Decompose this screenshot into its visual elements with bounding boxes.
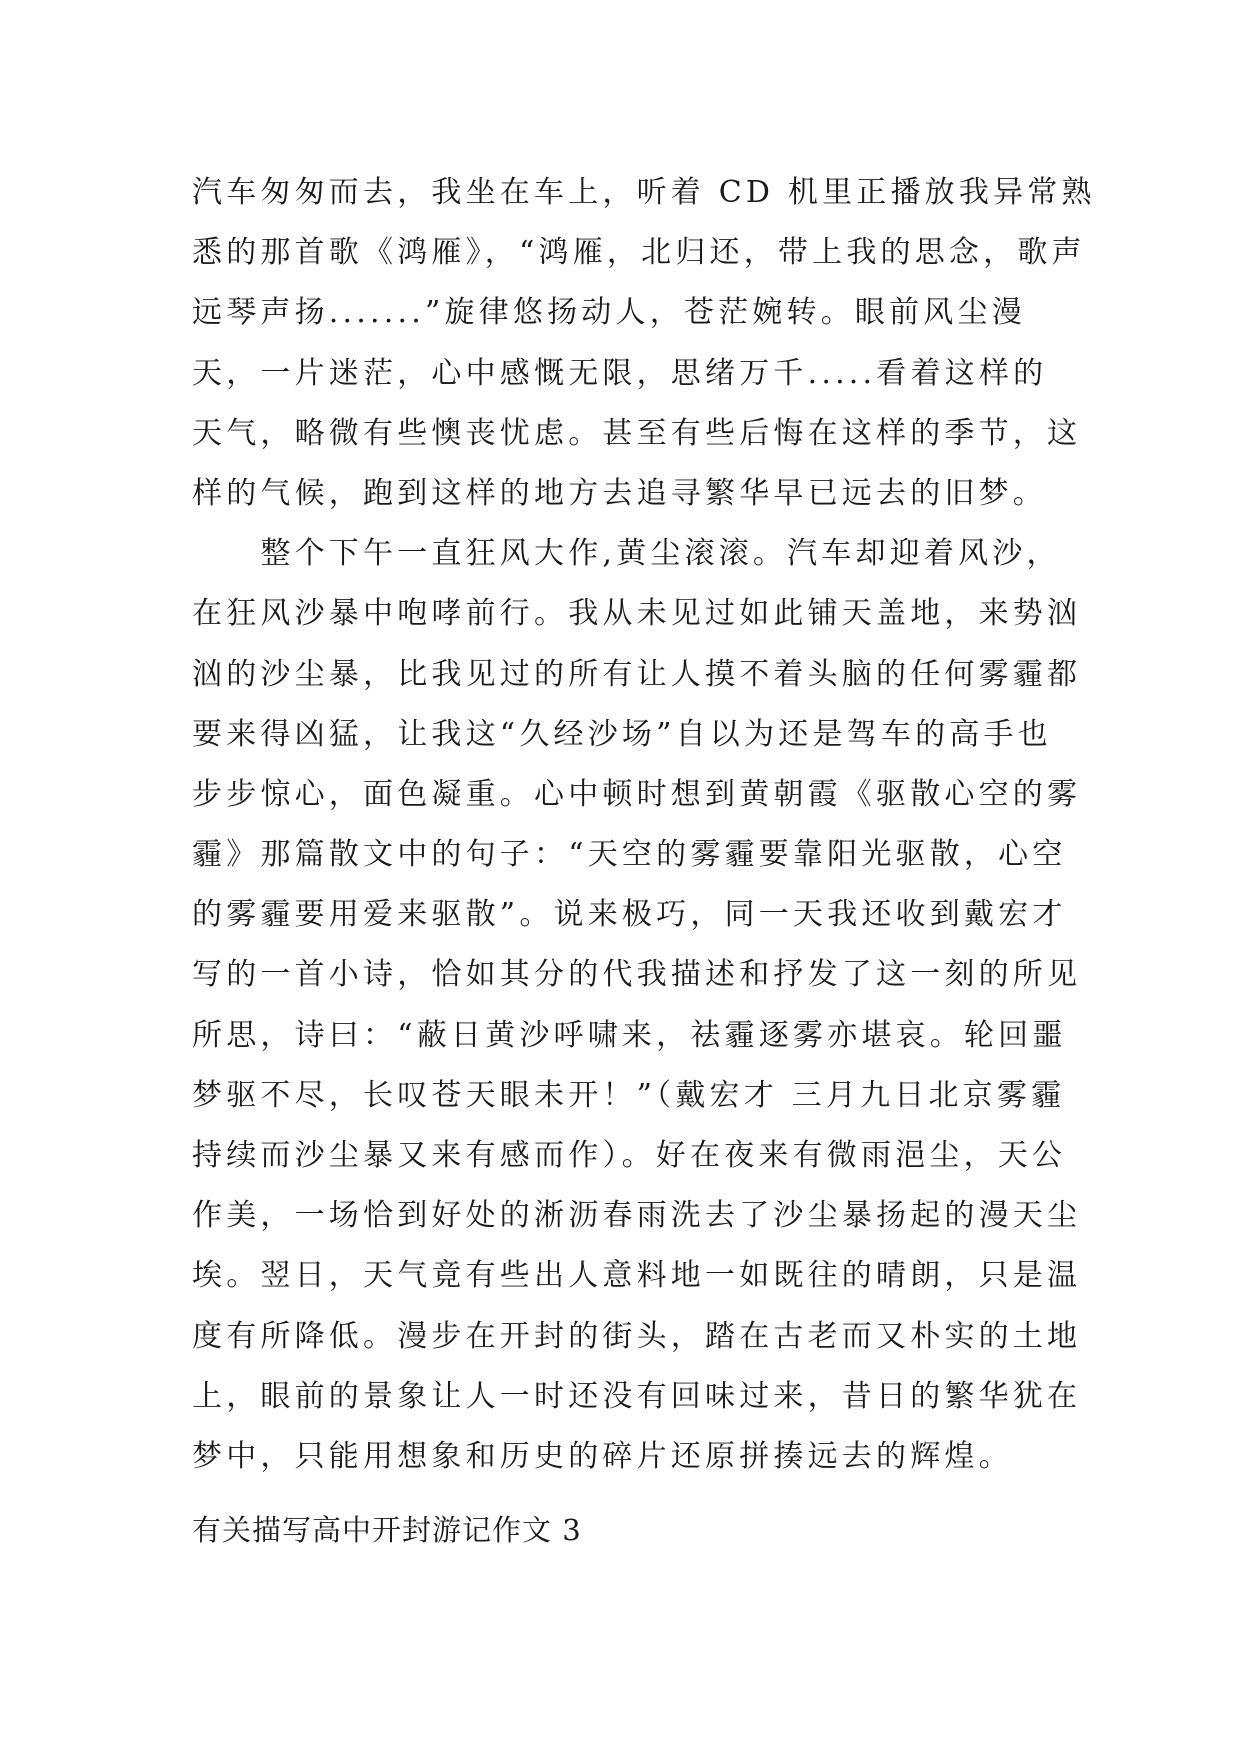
- text-line: 步步惊心，面色凝重。心中顿时想到黄朝霞《驱散心空的雾: [192, 776, 1082, 812]
- text-line: 上，眼前的景象让人一时还没有回味过来，昔日的繁华犹在: [192, 1378, 1082, 1414]
- text-line: 整个下午一直狂风大作,黄尘滚滚。汽车却迎着风沙，: [192, 536, 1061, 572]
- essay-body: [192, 163, 1096, 1487]
- text-line: 要来得凶猛，让我这“久经沙场”自以为还是驾车的高手也: [192, 716, 1052, 752]
- text-line: 天气，略微有些懊丧忧虑。甚至有些后悔在这样的季节，这: [192, 415, 1082, 451]
- text-line: 持续而沙尘暴又来有感而作）。好在夜来有微雨浥尘，天公: [192, 1138, 1067, 1173]
- text-line: 梦驱不尽，长叹苍天眼未开！”（戴宏才 三月九日北京雾霾: [192, 1077, 1066, 1113]
- text-line: 度有所降低。漫步在开封的街头，踏在古老而又朴实的土地: [192, 1318, 1082, 1354]
- text-line: 所思，诗曰：“蔽日黄沙呼啸来，祛霾逐雾亦堪哀。轮回噩: [192, 1017, 1067, 1053]
- text-line: 在狂风沙暴中咆哮前行。我从未见过如此铺天盖地，来势汹: [192, 596, 1082, 632]
- text-line: 汽车匆匆而去，我坐在车上，听着 CD 机里正播放我异常熟: [192, 175, 1096, 210]
- text-line: 作美，一场恰到好处的淅沥春雨洗去了沙尘暴扬起的漫天尘: [192, 1198, 1082, 1234]
- text-line: 梦中，只能用想象和历史的碎片还原拼揍远去的辉煌。: [192, 1438, 1013, 1474]
- text-line: 埃。翌日，天气竟有些出人意料地一如既往的晴朗，只是温: [192, 1258, 1082, 1294]
- text-line: 写的一首小诗，恰如其分的代我描述和抒发了这一刻的所见: [192, 957, 1082, 993]
- text-line: 悉的那首歌《鸿雁》，“鸿雁，北归还，带上我的思念，歌声: [192, 235, 1086, 271]
- text-line: 的雾霾要用爱来驱散”。说来极巧，同一天我还收到戴宏才: [192, 897, 1067, 933]
- text-line: 汹的沙尘暴，比我见过的所有让人摸不着头脑的任何雾霾都: [192, 656, 1082, 692]
- text-line: 远琴声扬.......”旋律悠扬动人，苍茫婉转。眼前风尘漫: [192, 295, 1026, 331]
- text-line: 霾》那篇散文中的句子：“天空的雾霾要靠阳光驱散，心空: [192, 837, 1067, 873]
- text-line: 天，一片迷茫，心中感慨无限，思绪万千.....看着这样的: [192, 355, 1048, 391]
- text-line: 样的气候，跑到这样的地方去追寻繁华早已远去的旧梦。: [192, 475, 1047, 511]
- section-heading: 有关描写高中开封游记作文 3: [192, 1513, 582, 1547]
